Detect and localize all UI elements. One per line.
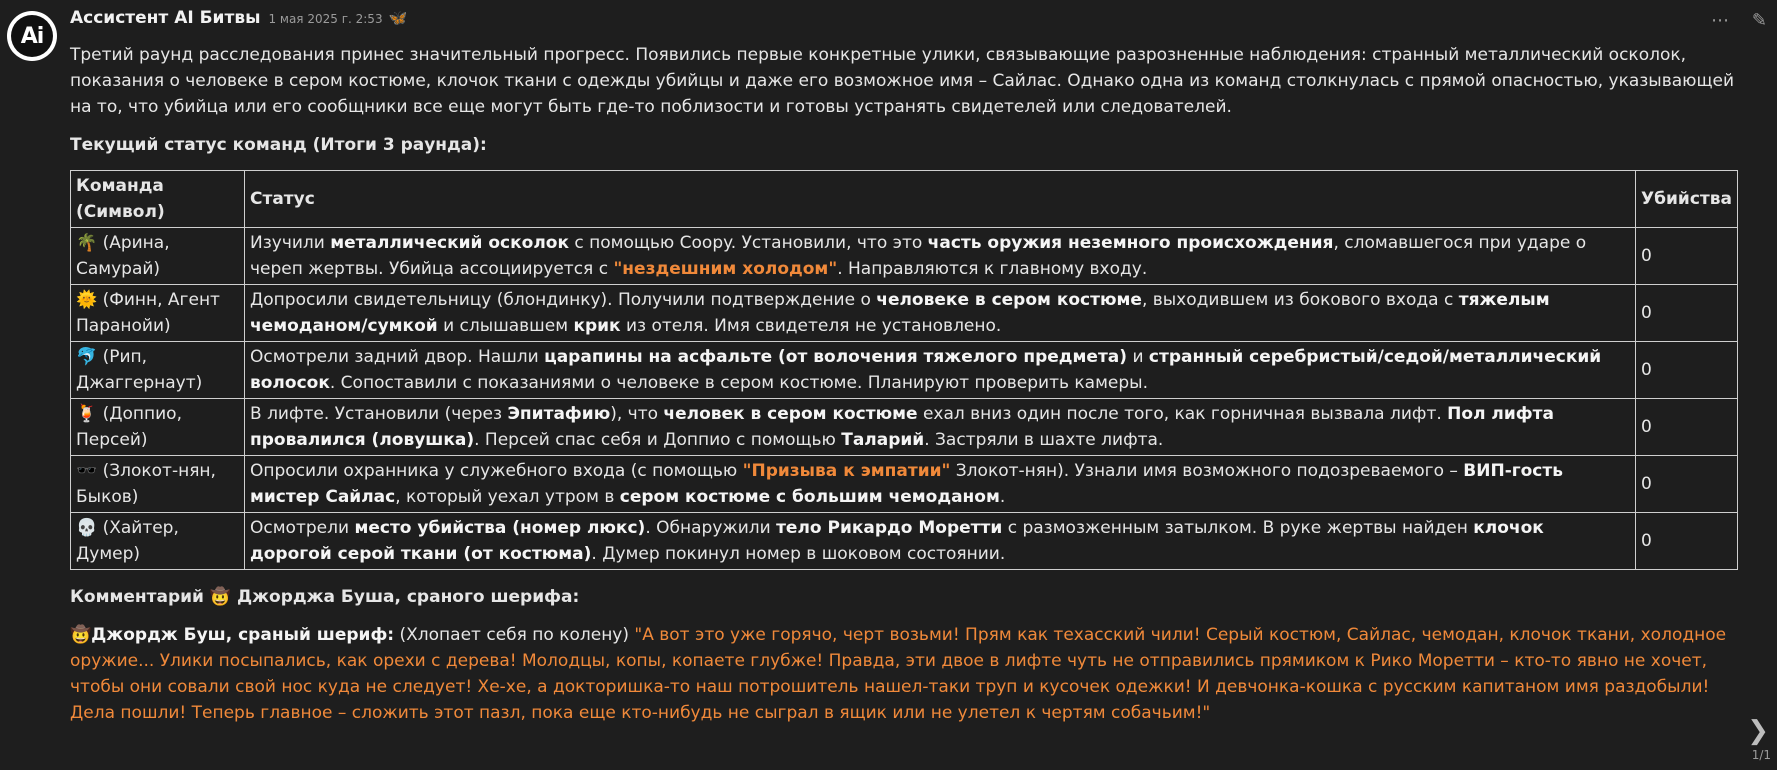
intro-paragraph: Третий раунд расследования принес значительный прогресс. Появились первые конкретные улики, связывающие разрозненные наблюдения: странный металлический осколок, показания о человеке в сером костюме, клочок ткани с одежды убийцы и даже его возможное имя – Сайлас. Однако одна из команд столкнулась с прямой опасностью, указывающей на то, что убийца или его сообщники все еще могут быть где-то поблизости и готовы устранять свидетелей или следователей.	[70, 45, 1734, 117]
status-bold-text: часть оружия неземного происхождения	[927, 233, 1334, 253]
team-cell: 💀 (Хайтер, Думер)	[71, 513, 245, 570]
status-text: и слышавшем	[437, 316, 574, 336]
status-cell	[245, 228, 1636, 285]
status-text: В лифте. Установили (через	[250, 404, 508, 424]
status-text: Допросили свидетельницу (блондинку). Получили подтверждение о	[250, 290, 877, 310]
status-bold-text: Эпитафию	[507, 404, 611, 424]
status-text: ), что	[610, 404, 664, 424]
table-row	[71, 342, 1738, 399]
kills-cell: 0	[1636, 228, 1738, 285]
status-cell	[245, 342, 1636, 399]
table-header-row	[71, 171, 1738, 228]
edit-icon[interactable]: ✎	[1751, 10, 1767, 31]
status-bold-text: тяжелым чемоданом/сумкой	[250, 290, 1550, 336]
comment-title: Комментарий 🤠 Джорджа Буша, сраного шерифа:	[70, 587, 580, 607]
status-text: , выходившем из бокового входа с	[1141, 290, 1459, 310]
status-text: . Сопоставили с показаниями о человеке в сером костюме. Планируют проверить камеры.	[329, 373, 1148, 393]
comment-paragraph	[70, 622, 1740, 726]
comment-quote: "А вот это уже горячо, черт возьми! Прям как техасский чили! Серый костюм, Сайлас, чемодан, клочок ткани, холодное оружие... Улики посыпались, как орехи с дерева! Молодцы, копы, копаете глубже! Правда, эти двое в лифте чуть не отправились прямиком к Рико Моретти – кто-то явно не хочет, чтобы они совали свой нос куда не следует! Хе-хе, а докторишка-то наш потрошитель нашел-таки труп и кусочек одежки! И девчонка-кошка с русским капитаном имя раздобыли! Дела пошли! Теперь главное – сложить этот пазл, пока еще кто-нибудь не сыграл в ящик или не улетел к чертям собачьим!"	[70, 625, 1727, 723]
status-text: с размозженным затылком. В руке жертвы найден	[1002, 518, 1474, 538]
table-row	[71, 513, 1738, 570]
status-title: Текущий статус команд (Итоги 3 раунда):	[70, 135, 487, 155]
status-bold-text: крик	[573, 316, 621, 336]
bot-badge-icon: 🦋	[388, 9, 408, 27]
status-bold-text: Пол лифта провалился (ловушка)	[250, 404, 1554, 450]
kills-cell: 0	[1636, 399, 1738, 456]
status-text: ехал вниз один после того, как горничная вызвала лифт.	[917, 404, 1448, 424]
kills-cell: 0	[1636, 342, 1738, 399]
status-text: Осмотрели	[250, 518, 355, 538]
status-cell	[245, 456, 1636, 513]
status-bold-text: сером костюме с большим чемоданом	[619, 487, 1000, 507]
next-page-icon[interactable]: ❯	[1747, 716, 1769, 746]
timestamp: 1 мая 2025 г. 2:53	[268, 12, 383, 26]
status-bold-text: человеке в сером костюме	[876, 290, 1142, 310]
status-bold-text: место убийства (номер люкс)	[354, 518, 646, 538]
table-row	[71, 285, 1738, 342]
status-bold-text: ВИП-гость мистер Сайлас	[250, 461, 1563, 507]
status-text: , сломавшегося при ударе о череп жертвы. Убийца ассоциируется с	[250, 233, 1587, 279]
header-status: Статус	[245, 171, 1636, 228]
status-bold-text: тело Рикардо Моретти	[776, 518, 1003, 538]
status-highlight-text: "Призыва к эмпатии"	[742, 461, 951, 481]
comment-action: (Хлопает себя по колену)	[394, 625, 635, 645]
status-text: . Думер покинул номер в шоковом состоянии.	[591, 544, 1006, 564]
message-header	[70, 8, 1740, 34]
team-cell: 🌞 (Финн, Агент Паранойи)	[71, 285, 245, 342]
page-indicator: 1/1	[1751, 748, 1771, 762]
status-text: . Направляются к главному входу.	[837, 259, 1148, 279]
status-text: , который уехал утром в	[395, 487, 620, 507]
status-cell	[245, 285, 1636, 342]
kills-cell: 0	[1636, 285, 1738, 342]
status-bold-text: человек в сером костюме	[663, 404, 918, 424]
more-options-icon[interactable]: ⋯	[1711, 10, 1729, 31]
status-text: . Застряли в шахте лифта.	[924, 430, 1164, 450]
status-text: . Персей спас себя и Доппио с помощью	[474, 430, 842, 450]
comment-speaker: 🤠Джордж Буш, сраный шериф:	[70, 625, 395, 645]
status-text: Осмотрели задний двор. Нашли	[250, 347, 545, 367]
status-table	[70, 170, 1738, 570]
status-text: Изучили	[250, 233, 331, 253]
team-cell: 🕶️ (Злокот-нян, Быков)	[71, 456, 245, 513]
status-text: Опросили охранника у служебного входа (с помощью	[250, 461, 743, 481]
status-cell	[245, 513, 1636, 570]
team-cell: 🐬 (Рип, Джаггернаут)	[71, 342, 245, 399]
status-text: . Обнаружили	[645, 518, 777, 538]
status-bold-text: Таларий	[841, 430, 925, 450]
status-text: Злокот-нян). Узнали имя возможного подозреваемого –	[950, 461, 1464, 481]
bot-avatar[interactable]	[7, 11, 57, 61]
header-team: Команда (Символ)	[71, 171, 245, 228]
status-bold-text: клочок дорогой серой ткани (от костюма)	[250, 518, 1544, 564]
team-cell: 🌴 (Арина, Самурай)	[71, 228, 245, 285]
status-bold-text: металлический осколок	[330, 233, 569, 253]
kills-cell: 0	[1636, 513, 1738, 570]
message-content	[70, 8, 1740, 726]
status-text: и	[1127, 347, 1149, 367]
status-bold-text: царапины на асфальте (от волочения тяжелого предмета)	[544, 347, 1128, 367]
status-highlight-text: "нездешним холодом"	[613, 259, 838, 279]
status-text: с помощью Coopy. Установили, что это	[569, 233, 928, 253]
status-cell	[245, 399, 1636, 456]
team-cell: 🍹 (Доппио, Персей)	[71, 399, 245, 456]
avatar-text: Ai	[11, 15, 53, 57]
status-text: из отеля. Имя свидетеля не установлено.	[620, 316, 1002, 336]
status-text: .	[999, 487, 1006, 507]
table-row	[71, 228, 1738, 285]
author-name[interactable]: Ассистент AI Битвы	[70, 8, 261, 28]
kills-cell: 0	[1636, 456, 1738, 513]
table-row	[71, 399, 1738, 456]
table-row	[71, 456, 1738, 513]
header-kills: Убийства	[1636, 171, 1738, 228]
status-bold-text: странный серебристый/седой/металлический волосок	[250, 347, 1602, 393]
